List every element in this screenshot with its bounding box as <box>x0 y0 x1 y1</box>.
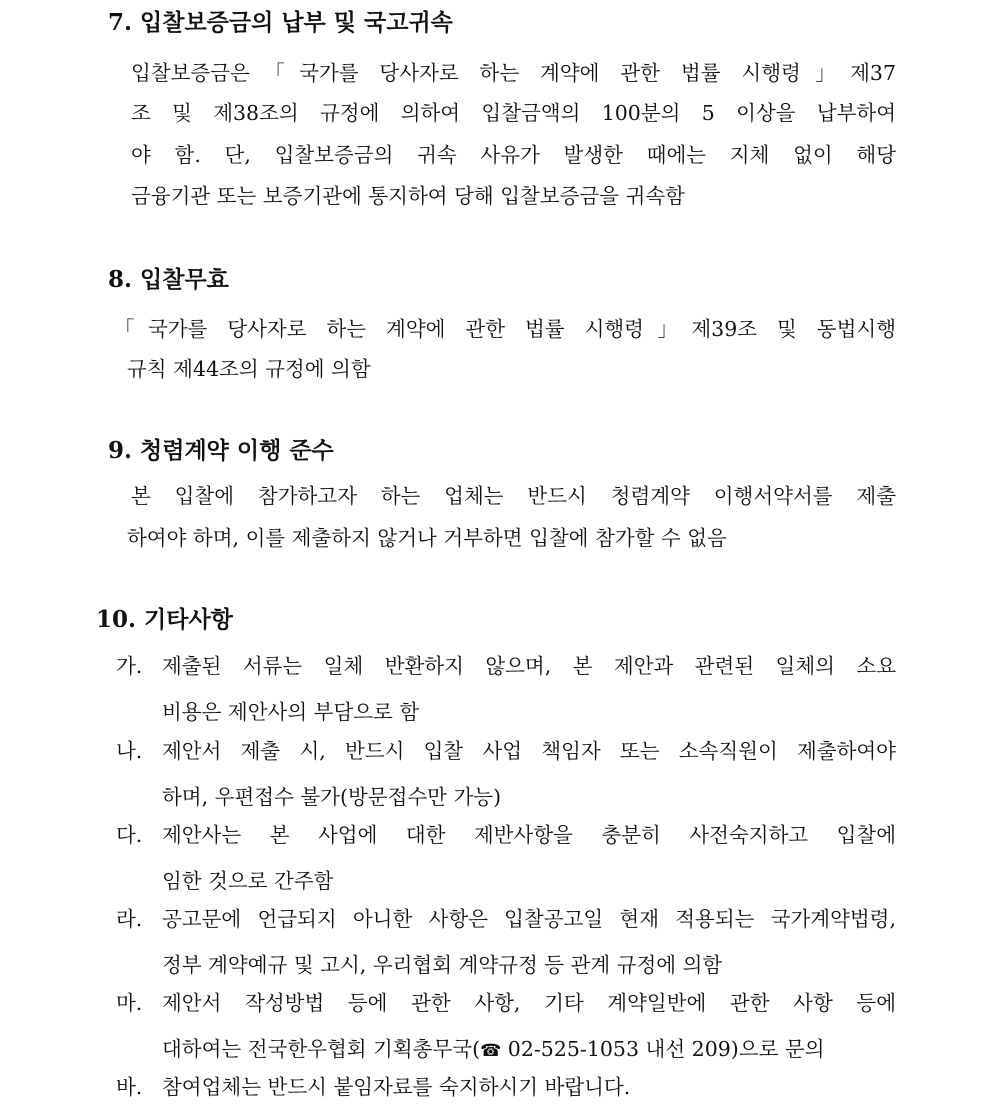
section-heading-10: 10. 기타사항 <box>96 606 233 633</box>
list-item-line: 제안서 제출 시, 반드시 입찰 사업 책임자 또는 소속직원이 제출하여야 <box>162 739 896 763</box>
list-item-marker: 마. <box>116 991 143 1015</box>
section-8-line-2: 규칙 제44조의 규정에 의함 <box>127 357 371 381</box>
section-7-line-1: 입찰보증금은「국가를 당사자로 하는 계약에 관한 법률 시행령」제37 <box>131 61 896 85</box>
list-item-marker: 라. <box>116 907 143 931</box>
section-7-line-4: 금융기관 또는 보증기관에 통지하여 당해 입찰보증금을 귀속함 <box>131 184 685 208</box>
section-7-line-3: 야 함. 단, 입찰보증금의 귀속 사유가 발생한 때에는 지체 없이 해당 <box>131 143 896 167</box>
list-item-marker: 다. <box>116 823 143 847</box>
list-item-line-tail: 02-525-1053 내선 209)으로 문의 <box>501 1037 825 1061</box>
list-item-line: 정부 계약예규 및 고시, 우리협회 계약규정 등 관계 규정에 의함 <box>162 953 723 977</box>
section-heading-9: 9. 청렴계약 이행 준수 <box>108 437 334 464</box>
list-item-line: 제안사는 본 사업에 대한 제반사항을 충분히 사전숙지하고 입찰에 <box>162 823 896 847</box>
list-item-line: 비용은 제안사의 부담으로 함 <box>162 700 420 724</box>
section-7-line-2: 조 및 제38조의 규정에 의하여 입찰금액의 100분의 5 이상을 납부하여 <box>131 101 896 125</box>
list-item-line-text: 대하여는 전국한우협회 기획총무국( <box>162 1037 481 1061</box>
section-9-line-1: 본 입찰에 참가하고자 하는 업체는 반드시 청렴계약 이행서약서를 제출 <box>131 484 896 508</box>
list-item-line: 임한 것으로 간주함 <box>162 869 334 893</box>
list-item-marker: 가. <box>116 654 143 678</box>
list-item-line: 공고문에 언급되지 아니한 사항은 입찰공고일 현재 적용되는 국가계약법령, <box>162 907 896 931</box>
section-heading-8: 8. 입찰무효 <box>108 266 229 293</box>
telephone-icon: ☎ <box>480 1041 502 1061</box>
list-item-marker: 나. <box>116 739 143 763</box>
section-9-line-2: 하여야 하며, 이를 제출하지 않거나 거부하면 입찰에 참가할 수 없음 <box>127 526 727 550</box>
list-item-line: 제안서 작성방법 등에 관한 사항, 기타 계약일반에 관한 사항 등에 <box>162 991 896 1015</box>
list-item-line: 하며, 우편접수 불가(방문접수만 가능) <box>162 785 502 809</box>
list-item-line: 제출된 서류는 일체 반환하지 않으며, 본 제안과 관련된 일체의 소요 <box>162 654 896 678</box>
list-item-marker: 바. <box>116 1075 143 1099</box>
section-heading-7: 7. 입찰보증금의 납부 및 국고귀속 <box>108 9 453 36</box>
list-item-line: 참여업체는 반드시 붙임자료를 숙지하시기 바랍니다. <box>162 1075 631 1099</box>
section-8-line-1: 「국가를 당사자로 하는 계약에 관한 법률 시행령」제39조 및 동법시행 <box>114 317 896 341</box>
